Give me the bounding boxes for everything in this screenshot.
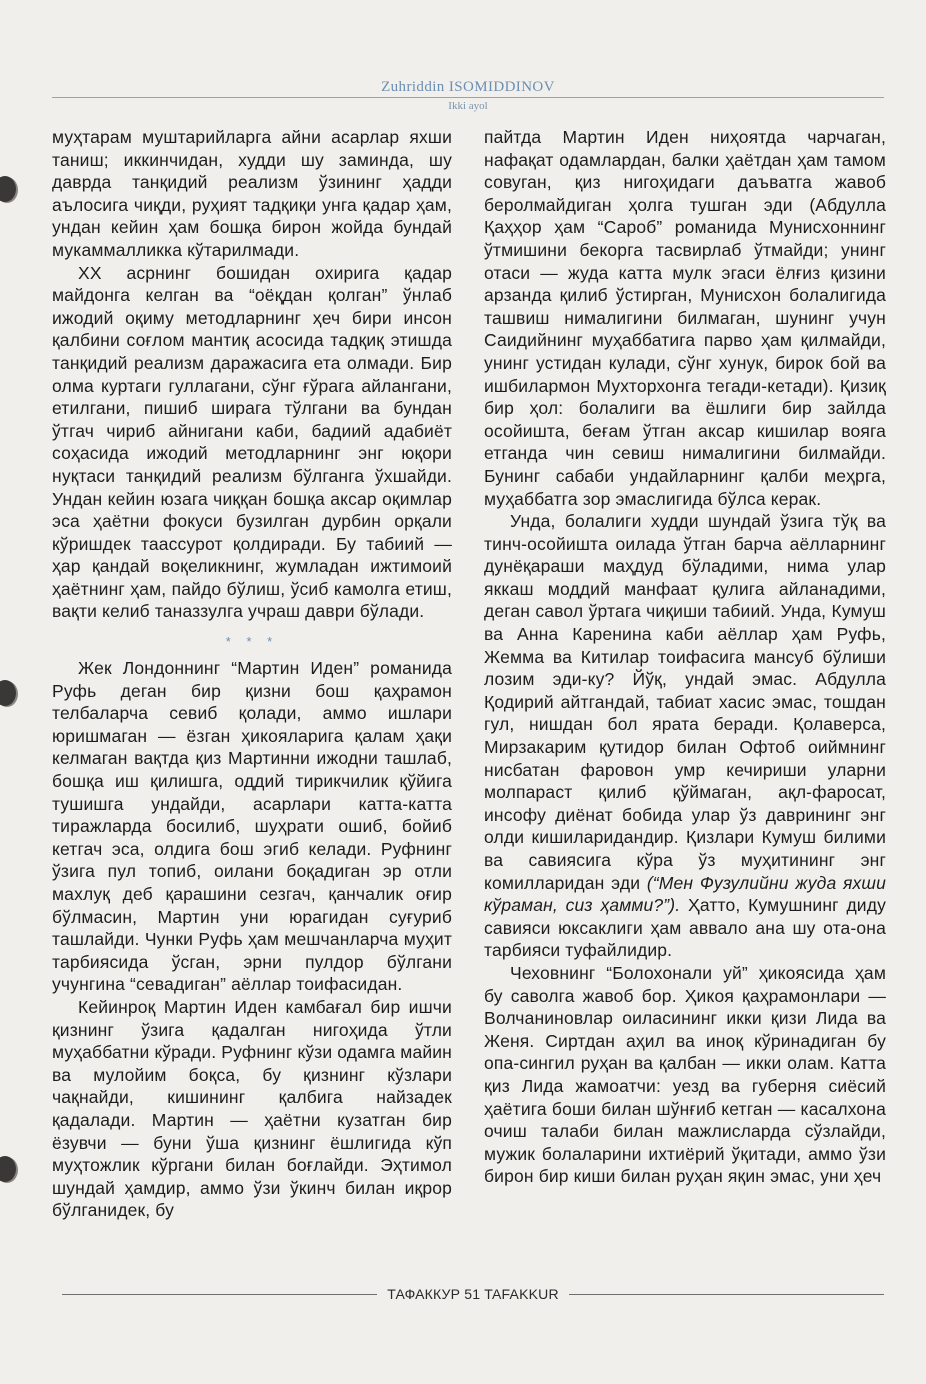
section-separator: * * * xyxy=(225,634,279,650)
italic-quote: (“Мен Фузулийни жуда яхши кўраман, сиз ҳамми?”). xyxy=(484,872,886,916)
author-name: Zuhriddin ISOMIDDINOV xyxy=(381,79,555,95)
right-column xyxy=(484,126,886,1188)
article-title: Ikki ayol xyxy=(448,100,488,112)
paragraph: Жек Лондоннинг “Мартин Иден” романида Руфь деган бир қизни бош қаҳрамон телбаларча севиб қолади, аммо ишлари юришмаган — ёзган ҳикояларига қалам ҳақи келмаган вақтда қиз Мартинни ижодни ташлаб, бошқа иш қилишга, оддий тирикчилик қўйига тушишга ундайди, асарлари катта-катта тиражларда босилиб, шуҳрати ошиб, бойиб кетгач эса, олдига бош эгиб келади. Руфнинг ўзига пул топиб, оилани боқадиган эр отли махлуқ деб қарашини сезгач, қанчалик оғир бўлмасин, Мартин уни юрагидан суғуриб ташлайди. Чунки Руфь ҳам мешчанларча муҳит тарбиясида ўсган, эрни пулдор бўлгани учунгина “севадиган” аёллар тоифасидан. xyxy=(52,658,452,995)
footer-rule xyxy=(62,1294,377,1295)
footer-rule xyxy=(569,1294,884,1295)
page-footer xyxy=(62,1283,884,1305)
left-column xyxy=(52,126,452,1222)
paragraph: муҳтарам муштарийларга айни асарлар яхши таниш; иккинчидан, худди шу заминда, шу даврда танқидий реализм ўзининг ҳадди аълосига чиқди, руҳият тадқиқи унга қадар ҳам, ундан кейин ҳам бошқа бирон жойда бундай мукаммалликка кўтарилмади. xyxy=(52,127,452,260)
paragraph: Кейинроқ Мартин Иден камбағал бир ишчи қизнинг ўзига қадалган нигоҳида ўтли муҳаббатни кўради. Руфнинг кўзи одамга майин ва мулойим боқса, бу қизнинг кўзлари чақнайди, кишининг қалбига найзадек қадалади. Мартин — ҳаётни кузатган бир ёзувчи — буни ўша қизнинг ёшлигида кўп муҳтожлик кўргани билан боғлайди. Эҳтимол шундай ҳамдир, аммо ўзи ўкинч билан иқрор бўлганидек, бу xyxy=(52,996,452,1221)
paragraph: пайтда Мартин Иден ниҳоятда чарчаган, нафақат одамлардан, балки ҳаётдан ҳам тамом совуган, қиз нигоҳидаги даъватга жавоб беролмайдиган ҳолга тушган эди (Абдулла Қаҳҳор ҳам “Сароб” романида Мунисхоннинг ўтмишини бекорга тасвирлаб ўтмайди; унинг отаси — жуда катта мулк эгаси ёлғиз қизини арзанда қилиб ўстирган, Мунисхон болалигида ташвиш нималигини билмаган, шунинг учун Саидийнинг муҳаббатига парво ҳам қилмайди, унинг устидан кулади, сўнг хунук, бирок бой ва ишбилармон Мухторхонга тегади-кетади). Қизиқ бир ҳол: болалиги ва ёшлиги бир зайлда осойишта, беғам ўтган аксар кишилар вояга етганда чин севиш нималигини билмайди. Бунинг сабаби ундайларнинг қалби меҳрга, муҳаббатга зор эмаслигида бўлса керак. xyxy=(484,127,886,509)
paragraph: Чеховнинг “Болохонали уй” ҳикоясида ҳам бу саволга жавоб бор. Ҳикоя қаҳрамонлари — Волчаниновлар оиласининг икки қизи Лида ва Женя. Сиртдан аҳил ва иноқ кўринадиган бу опа-сингил руҳан ва қалбан — икки олам. Катта қиз Лида жамоатчи: уезд ва губерня сиёсий ҳаётига боши билан шўнғиб кетган — касалхона очиш талаби билан мажлисларда сўзлайди, мужик болаларини ихтиёрий ўқитади, аммо ўзи бирон бир киши билан руҳан яқин эмас, уни ҳеч xyxy=(484,962,886,1187)
paragraph-text: Ҳатто, Кумушнинг диду савияси юксаклиги ҳам аввало ана шу ота-она тарбияси туфайлидир. xyxy=(484,895,886,961)
binder-hole xyxy=(0,680,16,706)
binder-hole xyxy=(0,1156,16,1182)
paragraph xyxy=(484,510,886,962)
paragraph: XX асрнинг бошидан охирига қадар майдонга келган ва “оёқдан қолган” ўнлаб ижодий оқиму методларнинг ҳеч бири инсон қалбини соғлом мантиқ асосида тадқиқ этишда танқидий реализм даражасига ета олмади. Бир олма куртаги гуллагани, сўнг ғўрага айлангани, етилгани, пишиб ширага тўлгани ва бундан ўтгач чириб айнигани каби, бадиий адабиёт соҳасида ижодий методларнинг энг юқори нуқтаси танқидий реализм бўлганга ўхшайди. Ундан кейин юзага чиққан бошқа аксар оқимлар эса ҳаётни фокуси бузилган дурбин орқали кўришдек таассурот қолдиради. Бу табиий — ҳар қандай воқеликнинг, жумладан ижтимоий ҳаётнинг ҳам, пайдо бўлиш, ўсиб камолга етиш, вақти келиб таназзулга учраш даври бўлади. xyxy=(52,262,452,622)
paragraph-text: Унда, болалиги худди шундай ўзига тўқ ва тинч-осойишта оилада ўтган барча аёлларнинг дунёқараши маҳдуд бўладими, нима улар яккаш моддий манфаат қулига айланадими, деган савол ўртага чиқиши табиий. Унда, Кумуш ва Анна Каренина каби аёллар ҳам Руфь, Жемма ва Китилар тоифасига мансуб бўлиши лозим эди-ку? Йўқ, ундай эмас. Абдулла Қодирий айтгандай, табиат хасис эмас, тошдан гул, нишдан бол ярата беради. Қолаверса, Мирзакарим қутидор билан Офтоб оиймнинг нисбатан фаровон умр кечириши уларни молпараст қилиб қўймаган, ақл-фаросат, инсофу диёнат бобида улар ўз даврининг энг олди кишиларидандир. Қизлари Кумуш билими ва савиясига кўра ўз муҳитининг энг комилларидан эди xyxy=(484,511,886,893)
binder-hole xyxy=(0,176,16,202)
page-number-label: ТАФАККУР 51 TAFAKKUR xyxy=(387,1286,559,1302)
running-header xyxy=(52,78,884,122)
